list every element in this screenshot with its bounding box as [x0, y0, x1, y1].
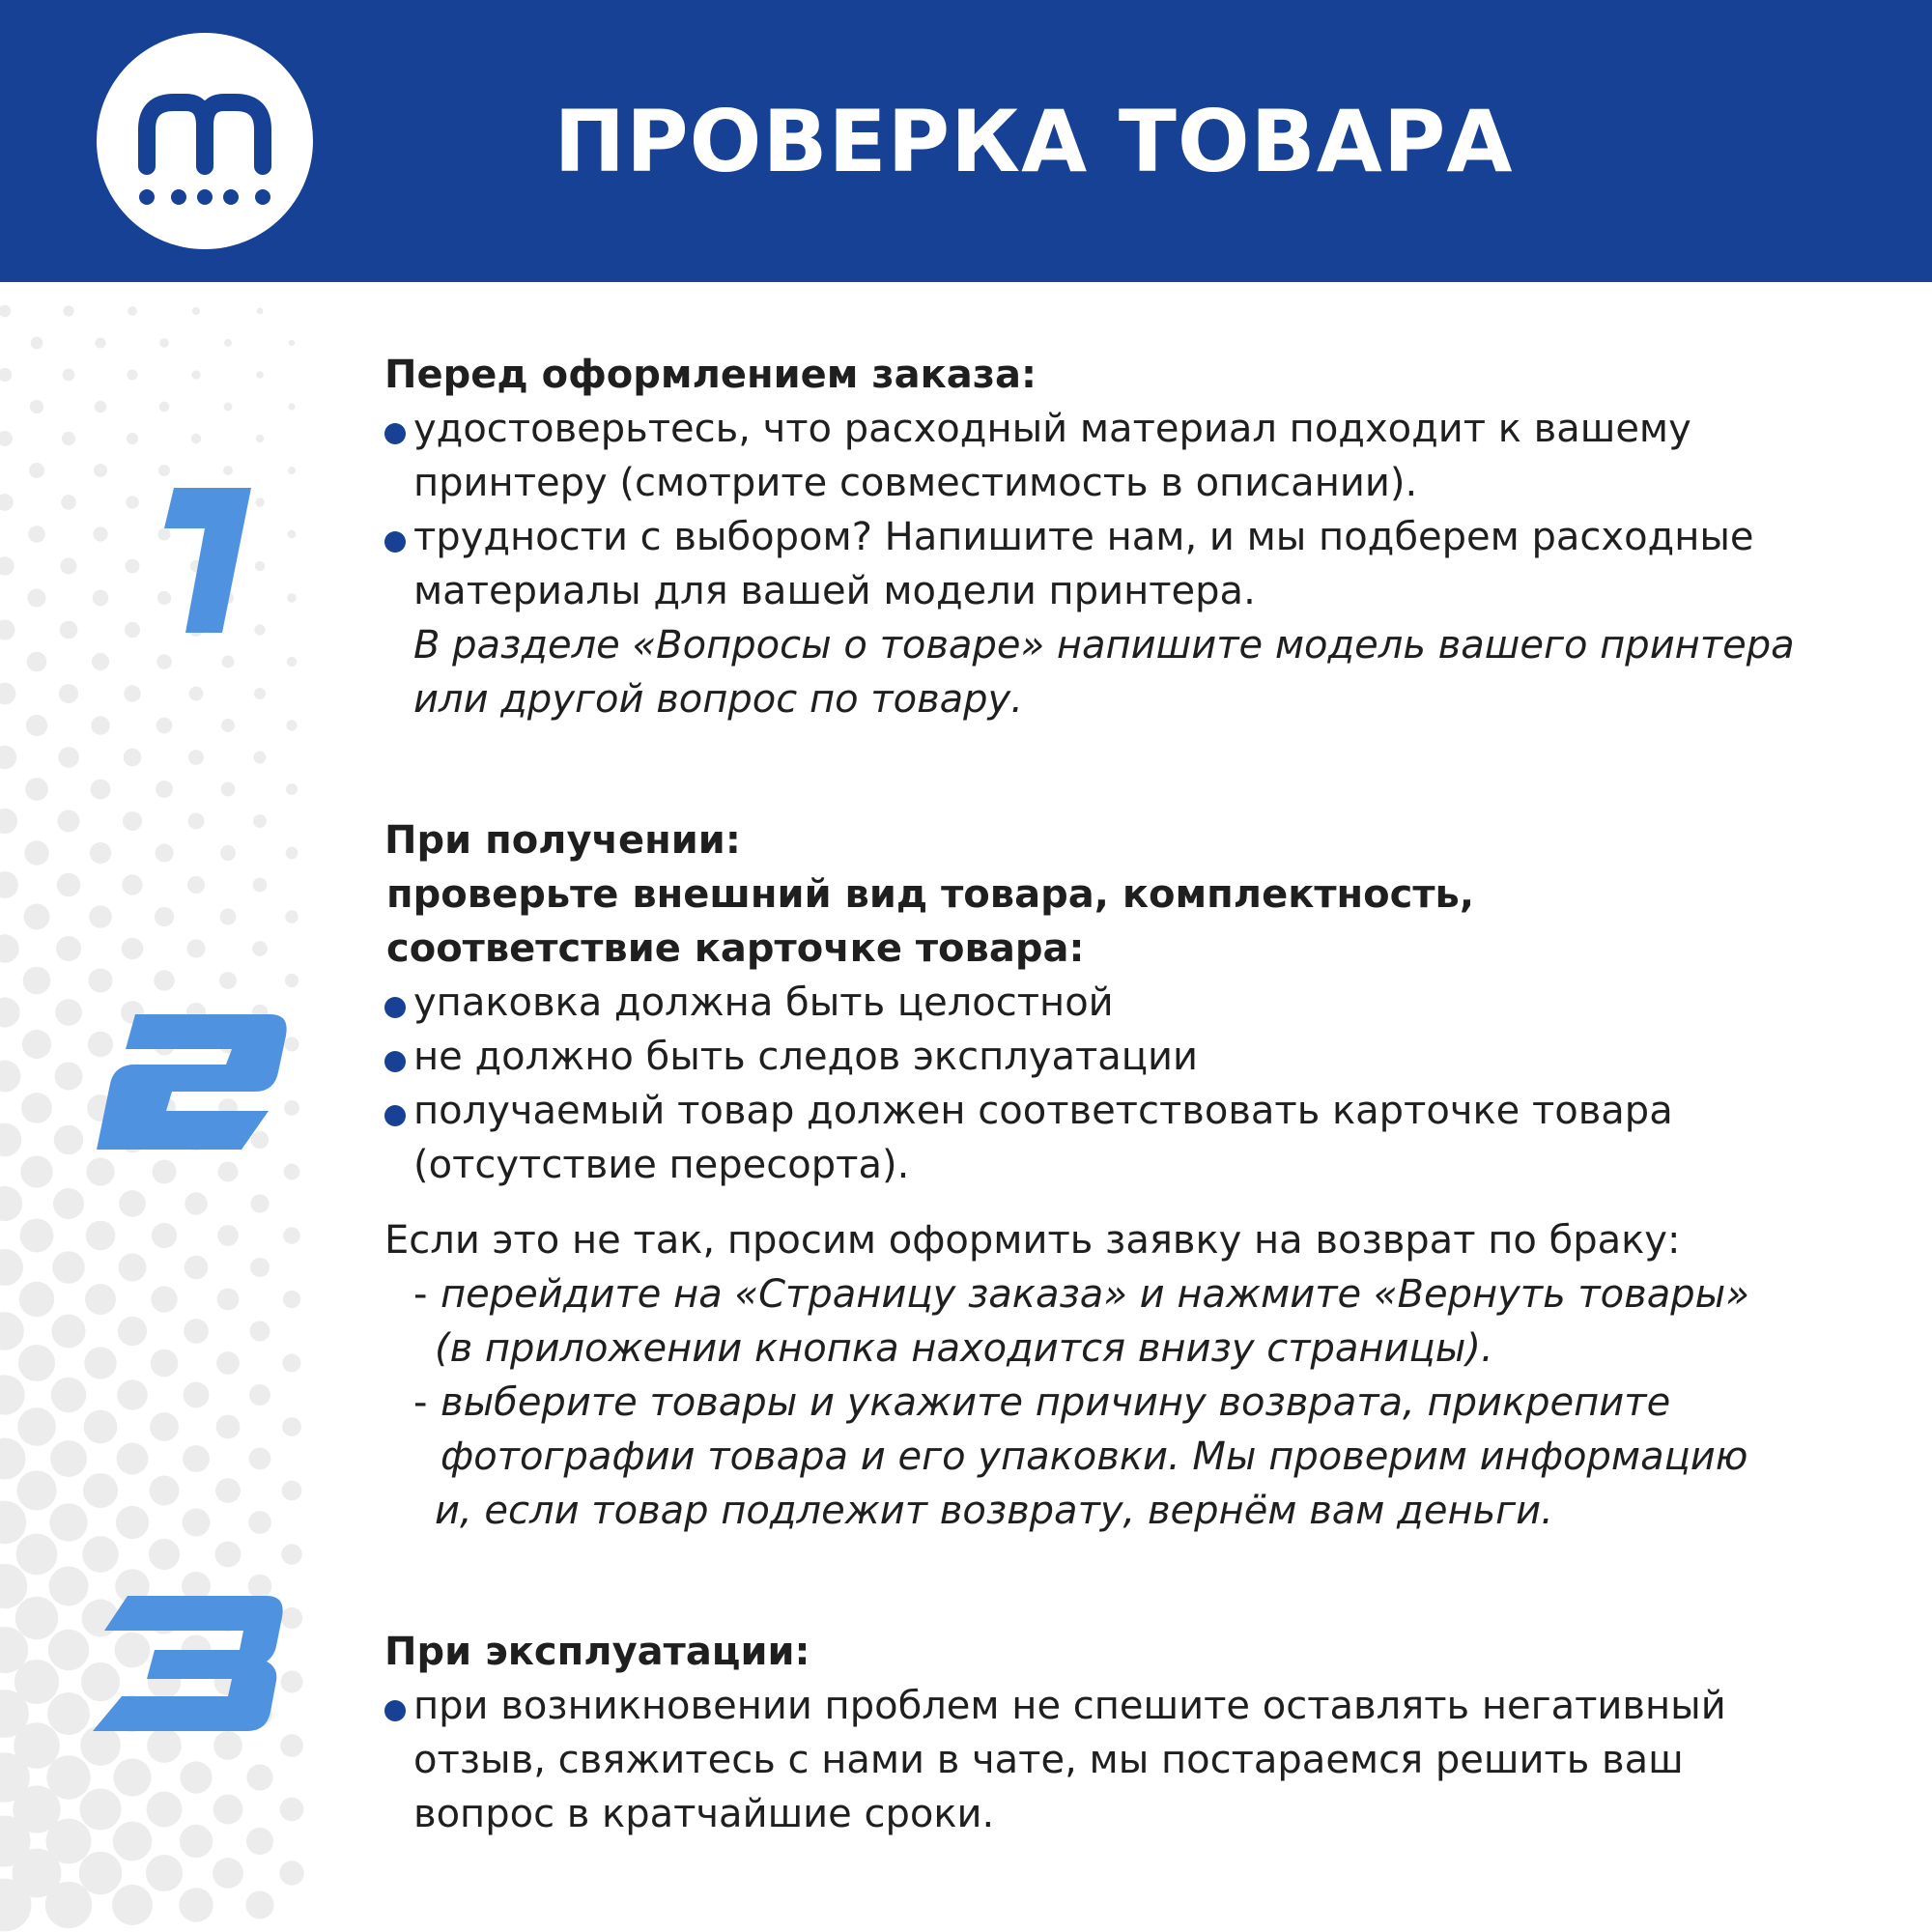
bullet-text: не должно быть следов эксплуатации: [413, 1035, 1199, 1079]
page-title: ПРОВЕРКА ТОВАРА: [554, 92, 1514, 191]
section-before-order: [384, 348, 1891, 726]
bullet-item: [384, 1679, 1891, 1733]
dash-marker: -: [413, 1272, 428, 1317]
header-banner: [0, 0, 1932, 282]
bullet-text: при возникновении проблем не спешите оставлять негативный: [413, 1684, 1726, 1728]
note-text: В разделе «Вопросы о товаре» напишите модель вашего принтера: [413, 623, 1795, 668]
section-in-use: [384, 1625, 1891, 1841]
bullet-continuation: принтеру (смотрите совместимость в описании).: [413, 461, 1418, 505]
bullet-item: [384, 976, 1891, 1030]
section-heading: При получении:: [384, 818, 741, 863]
return-step-continuation: и, если товар подлежит возврату, вернём вам деньги.: [435, 1489, 1553, 1533]
bullet-continuation: (отсутствие пересорта).: [413, 1143, 910, 1187]
content: [384, 348, 1891, 1841]
step-number-3: [93, 1596, 286, 1741]
return-step-text: выберите товары и укажите причину возврата, прикрепите: [440, 1380, 1671, 1425]
bullet-item: [384, 1030, 1891, 1084]
return-step: [384, 1267, 1891, 1321]
return-intro: Если это не так, просим оформить заявку на возврат по браку:: [384, 1218, 1681, 1263]
step-number-1: [145, 478, 270, 642]
note-text: или другой вопрос по товару.: [413, 677, 1023, 722]
section-subheading: проверьте внешний вид товара, комплектность,: [386, 872, 1475, 917]
bullet-text: удостоверьтесь, что расходный материал подходит к вашему: [413, 407, 1691, 451]
section-heading: При эксплуатации:: [384, 1630, 810, 1674]
return-step-continuation: (в приложении кнопка находится внизу страницы).: [435, 1326, 1493, 1371]
bullet-continuation: вопрос в кратчайшие сроки.: [413, 1792, 995, 1836]
section-subheading: соответствие карточке товара:: [386, 926, 1085, 971]
logo: [97, 33, 313, 249]
bullet-continuation: материалы для вашей модели принтера.: [413, 569, 1256, 613]
bullet-text: получаемый товар должен соответствовать карточке товара: [413, 1089, 1673, 1133]
bullet-item: [384, 402, 1891, 456]
bullet-continuation: отзыв, свяжитесь с нами в чате, мы постараемся решить ваш: [413, 1738, 1684, 1782]
bullet-item: [384, 510, 1891, 564]
m-logo-icon: [97, 33, 313, 249]
dash-marker: -: [413, 1380, 428, 1425]
return-step-text: перейдите на «Страницу заказа» и нажмите «Вернуть товары»: [440, 1272, 1749, 1317]
return-step: [384, 1376, 1891, 1430]
section-on-receipt: [384, 813, 1891, 1538]
bullet-text: трудности с выбором? Напишите нам, и мы подберем расходные: [413, 515, 1754, 559]
bullet-text: упаковка должна быть целостной: [413, 980, 1114, 1025]
section-heading: Перед оформлением заказа:: [384, 353, 1037, 397]
bullet-item: [384, 1084, 1891, 1138]
step-number-2: [97, 1014, 290, 1159]
return-step-continuation: фотографии товара и его упаковки. Мы проверим информацию: [440, 1435, 1748, 1479]
